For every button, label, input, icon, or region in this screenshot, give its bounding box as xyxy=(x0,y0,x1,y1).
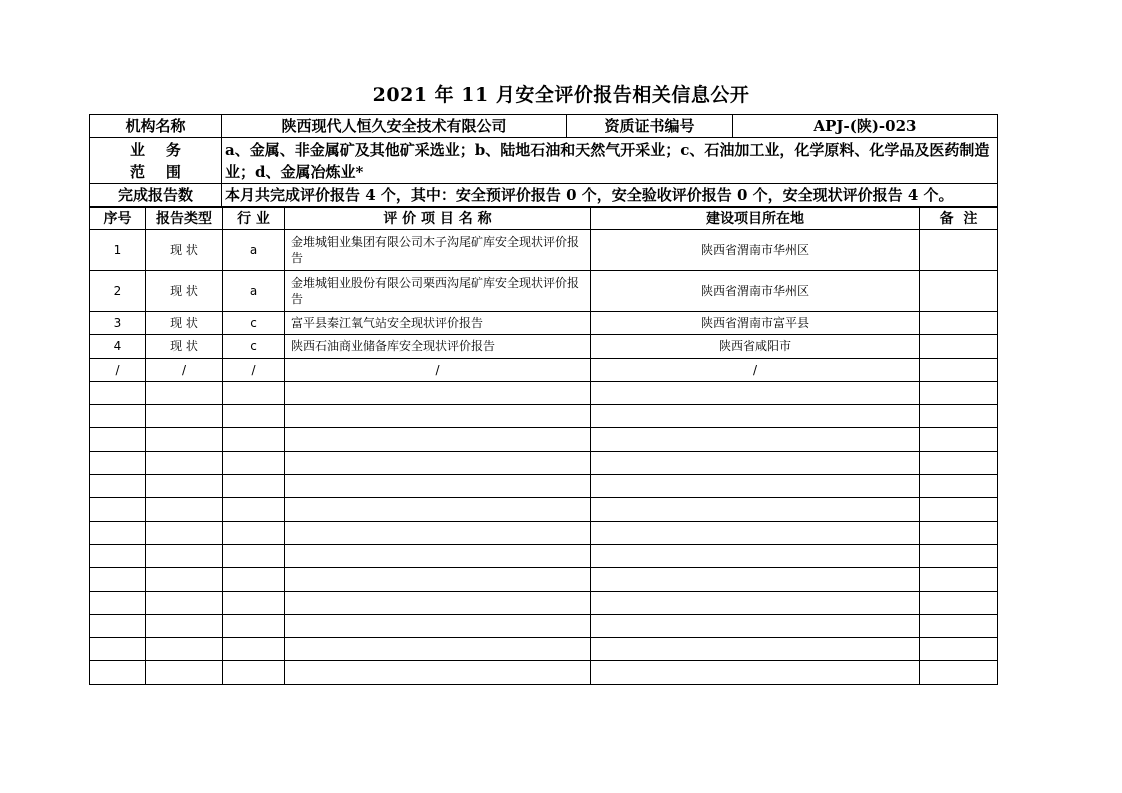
row-remark xyxy=(920,475,998,498)
col-header-no: 序号 xyxy=(90,208,146,230)
col-header-type: 报告类型 xyxy=(146,208,223,230)
row-remark xyxy=(920,428,998,451)
row-remark xyxy=(920,358,998,381)
empty-table-row xyxy=(90,521,998,544)
org-row xyxy=(90,115,998,138)
row-type xyxy=(146,521,223,544)
row-location: 陕西省咸阳市 xyxy=(591,335,920,358)
empty-table-row xyxy=(90,451,998,474)
empty-table-row xyxy=(90,475,998,498)
count-summary: 本月共完成评价报告 4 个，其中：安全预评价报告 0 个，安全验收评价报告 0 个，安全现状评价报告 4 个。 xyxy=(222,184,998,207)
row-location xyxy=(591,638,920,661)
row-no xyxy=(90,614,146,637)
row-type xyxy=(146,405,223,428)
row-project-name xyxy=(285,428,591,451)
row-location: / xyxy=(591,358,920,381)
row-no xyxy=(90,521,146,544)
scope-label xyxy=(90,138,222,184)
row-industry xyxy=(223,475,285,498)
row-industry: c xyxy=(223,312,285,335)
table-row xyxy=(90,335,998,358)
row-project-name xyxy=(285,544,591,567)
row-industry xyxy=(223,614,285,637)
cert-label: 资质证书编号 xyxy=(567,115,733,138)
row-industry xyxy=(223,498,285,521)
row-remark xyxy=(920,498,998,521)
row-project-name xyxy=(285,591,591,614)
row-industry: a xyxy=(223,230,285,271)
col-header-remark: 备 注 xyxy=(920,208,998,230)
row-industry xyxy=(223,638,285,661)
empty-table-row xyxy=(90,638,998,661)
row-location xyxy=(591,521,920,544)
report-table xyxy=(89,207,998,685)
empty-table-row xyxy=(90,498,998,521)
row-remark xyxy=(920,405,998,428)
org-info-table xyxy=(89,114,998,207)
row-project-name xyxy=(285,568,591,591)
row-project-name xyxy=(285,614,591,637)
empty-table-row xyxy=(90,428,998,451)
row-remark xyxy=(920,271,998,312)
row-no xyxy=(90,451,146,474)
row-type xyxy=(146,568,223,591)
col-header-project-name: 评 价 项 目 名 称 xyxy=(285,208,591,230)
row-remark xyxy=(920,312,998,335)
row-remark xyxy=(920,568,998,591)
row-no xyxy=(90,381,146,404)
row-location xyxy=(591,661,920,684)
row-industry: / xyxy=(223,358,285,381)
row-project-name xyxy=(285,661,591,684)
empty-rows xyxy=(90,381,998,684)
row-no xyxy=(90,405,146,428)
row-no xyxy=(90,498,146,521)
row-location xyxy=(591,428,920,451)
row-location: 陕西省渭南市华州区 xyxy=(591,230,920,271)
cert-number: APJ-(陕)-023 xyxy=(733,115,998,138)
scope-label-line1: 业 务 xyxy=(130,140,181,159)
row-type: 现 状 xyxy=(146,230,223,271)
row-no: 1 xyxy=(90,230,146,271)
row-industry xyxy=(223,521,285,544)
row-project-name: / xyxy=(285,358,591,381)
row-project-name: 陕西石油商业储备库安全现状评价报告 xyxy=(285,335,591,358)
row-remark xyxy=(920,451,998,474)
row-project-name xyxy=(285,381,591,404)
row-project-name xyxy=(285,498,591,521)
row-industry xyxy=(223,661,285,684)
row-type xyxy=(146,544,223,567)
column-header-row xyxy=(90,208,998,230)
row-location xyxy=(591,498,920,521)
row-location xyxy=(591,591,920,614)
row-no xyxy=(90,475,146,498)
empty-table-row xyxy=(90,544,998,567)
row-project-name: 金堆城钼业集团有限公司木子沟尾矿库安全现状评价报告 xyxy=(285,230,591,271)
org-label: 机构名称 xyxy=(90,115,222,138)
row-no: / xyxy=(90,358,146,381)
row-location xyxy=(591,475,920,498)
table-row xyxy=(90,358,998,381)
row-no: 3 xyxy=(90,312,146,335)
row-type xyxy=(146,475,223,498)
row-location: 陕西省渭南市华州区 xyxy=(591,271,920,312)
row-location xyxy=(591,544,920,567)
table-row xyxy=(90,271,998,312)
empty-table-row xyxy=(90,381,998,404)
row-industry xyxy=(223,381,285,404)
row-project-name xyxy=(285,405,591,428)
row-remark xyxy=(920,381,998,404)
row-industry xyxy=(223,451,285,474)
row-type xyxy=(146,661,223,684)
scope-label-line2: 范 围 xyxy=(130,162,181,181)
row-type xyxy=(146,381,223,404)
row-type: 现 状 xyxy=(146,312,223,335)
row-no xyxy=(90,661,146,684)
empty-table-row xyxy=(90,614,998,637)
page-title: 2021 年 11 月安全评价报告相关信息公开 xyxy=(372,84,750,106)
scope-row xyxy=(90,138,998,184)
row-type: 现 状 xyxy=(146,271,223,312)
row-no xyxy=(90,544,146,567)
row-location xyxy=(591,614,920,637)
row-type: / xyxy=(146,358,223,381)
row-remark xyxy=(920,614,998,637)
row-type xyxy=(146,591,223,614)
row-no xyxy=(90,591,146,614)
count-row xyxy=(90,184,998,207)
row-industry: c xyxy=(223,335,285,358)
row-type xyxy=(146,428,223,451)
row-no: 4 xyxy=(90,335,146,358)
row-project-name xyxy=(285,475,591,498)
row-industry xyxy=(223,544,285,567)
row-location xyxy=(591,568,920,591)
empty-table-row xyxy=(90,568,998,591)
org-name: 陕西现代人恒久安全技术有限公司 xyxy=(222,115,567,138)
row-location: 陕西省渭南市富平县 xyxy=(591,312,920,335)
table-row xyxy=(90,230,998,271)
row-project-name xyxy=(285,638,591,661)
row-no xyxy=(90,568,146,591)
row-industry xyxy=(223,405,285,428)
row-type xyxy=(146,451,223,474)
empty-table-row xyxy=(90,405,998,428)
count-label: 完成报告数 xyxy=(90,184,222,207)
row-remark xyxy=(920,661,998,684)
row-remark xyxy=(920,638,998,661)
row-industry xyxy=(223,568,285,591)
row-industry xyxy=(223,428,285,451)
row-remark xyxy=(920,230,998,271)
row-project-name: 富平县秦江氧气站安全现状评价报告 xyxy=(285,312,591,335)
row-no xyxy=(90,638,146,661)
row-type xyxy=(146,638,223,661)
row-remark xyxy=(920,544,998,567)
row-remark xyxy=(920,591,998,614)
row-project-name: 金堆城钼业股份有限公司栗西沟尾矿库安全现状评价报告 xyxy=(285,271,591,312)
row-project-name xyxy=(285,451,591,474)
empty-table-row xyxy=(90,591,998,614)
table-row xyxy=(90,312,998,335)
scope-text: a、金属、非金属矿及其他矿采选业；b、陆地石油和天然气开采业；c、石油加工业，化学原料、化学品及医药制造业；d、金属冶炼业* xyxy=(222,138,998,184)
row-remark xyxy=(920,335,998,358)
row-type xyxy=(146,498,223,521)
row-type: 现 状 xyxy=(146,335,223,358)
row-location xyxy=(591,381,920,404)
row-type xyxy=(146,614,223,637)
col-header-industry: 行 业 xyxy=(223,208,285,230)
empty-table-row xyxy=(90,661,998,684)
row-location xyxy=(591,405,920,428)
row-no: 2 xyxy=(90,271,146,312)
row-no xyxy=(90,428,146,451)
col-header-location: 建设项目所在地 xyxy=(591,208,920,230)
row-industry: a xyxy=(223,271,285,312)
row-location xyxy=(591,451,920,474)
row-industry xyxy=(223,591,285,614)
row-remark xyxy=(920,521,998,544)
row-project-name xyxy=(285,521,591,544)
